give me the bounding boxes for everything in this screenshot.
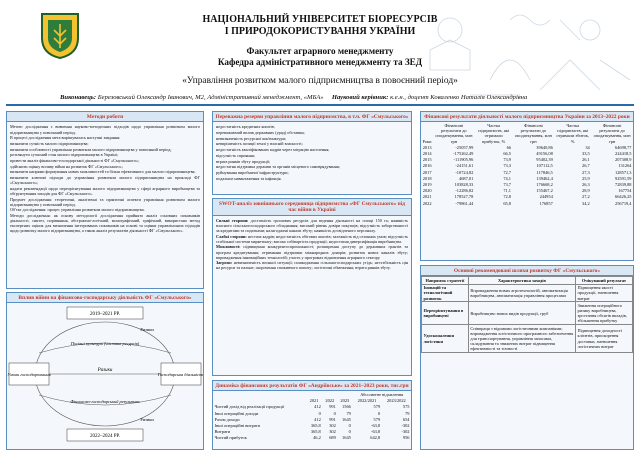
table-cell: 207308,9 (615, 157, 632, 163)
table-cell: 2017 (422, 169, 432, 175)
author-name: Березовський Олександр Іванович, М2, Адміністративний менеджмент, «МБА» (97, 94, 324, 101)
table-cell: 73,9 (503, 157, 511, 163)
diagram-period-bottom: 2022–2024 РР. (90, 434, 120, 440)
supervisor-label: Науковий керівник: (331, 94, 389, 101)
table-cell: 256719,4 (615, 200, 632, 206)
swot-item-text: підвищення конкурентоспроможності; розширення доступу до державних грантів та програм кредитування; отримання підтримки міжнародних донорів; розвиток нових каналів збуту; впровадження інноваційних технологій; участь у програмах відновлення аграрного сектору. (216, 244, 408, 260)
table-header-cell: Фінансові результати до оподаткування, млн грн (593, 122, 631, 144)
table-cell: 128571,3 (615, 169, 632, 175)
table-row (422, 302, 633, 325)
table-cell: -175262,49 (453, 150, 474, 156)
problem-item: відсутність сприяння; (216, 152, 255, 158)
table-cell: 1645 (342, 435, 351, 441)
table-header-cell: Очікуваний результат (575, 277, 632, 284)
table-cell: -63,8 (370, 429, 381, 435)
table-cell: -111905,96 (453, 157, 474, 163)
table-cell: Переорієнтування в виробництві (422, 302, 469, 325)
table-cell: 103828,33 (454, 181, 474, 187)
table-cell: 79 (346, 410, 351, 416)
table-cell: 25,9 (582, 175, 590, 181)
university-logo (38, 10, 82, 60)
table-cell: 39640,86 (536, 144, 553, 150)
supervisor-name: к.е.н., доцент Коваленко Наталія Олександрівна (390, 94, 528, 101)
table-cell: 956 (402, 435, 410, 441)
dyn-col-abs-2: 2023/2022 (386, 398, 406, 404)
table-cell: 72,7 (503, 169, 511, 175)
table-cell: -302 (401, 429, 410, 435)
dynamics-title: Динаміка фінансових результатів ФГ «Андріївське» за 2021–2023 роки, тис.грн (213, 381, 411, 391)
methods-paragraph: надати рекомендації щодо переорієнтування малого підприємництва у сфері аграрного виробництва та обґрунтування заходів для ФГ «Смульського». (10, 185, 200, 196)
results-table (421, 276, 633, 353)
methods-paragraph: Об'єкт дослідження: процес управління розвитком малого підприємництва. (10, 207, 145, 213)
table-cell: 0 (377, 410, 381, 416)
table-cell: -302 (401, 422, 410, 428)
table-cell: 991 (329, 404, 336, 410)
swot-item (216, 218, 408, 233)
diagram-right-label: Господарська діяльність (157, 372, 203, 378)
methods-paragraph: визначити напрями формування нових можливостей та більш ефективного для малого підприємництва; (10, 169, 196, 175)
table-cell: 642,8 (370, 435, 381, 441)
table-cell: 2019 (422, 181, 432, 187)
methods-body (7, 122, 203, 236)
table-row (422, 284, 633, 302)
table-cell: 654 (402, 416, 410, 422)
methods-paragraph: Предмет дослідження: теоретичні, аналітичні та практичні аспекти управління розвитком малого підприємництва у повоєнний період. (10, 196, 200, 207)
table-cell: 27,3 (582, 169, 590, 175)
table-cell: 49156,08 (536, 150, 553, 156)
swot-box (212, 198, 412, 376)
table-cell: 4687,01 (459, 175, 474, 181)
diagram-risk-bottom: Ризики (140, 417, 154, 423)
table-cell: Підвищення доходності клієнтів, прискорення доставки, зменшення логістичних витрат (575, 325, 632, 353)
table-cell: 72839,88 (615, 181, 632, 187)
faculty-name: Факультет аграрного менеджменту Кафедра адміністративного менеджменту та ЗЕД (217, 46, 423, 67)
table-cell: 117846,5 (536, 169, 553, 175)
swot-item-text: нестача кадрів; недостатність обігових коштів; залежність від сезонних умов; відсутність стабільної системи маркетингу; висока собівартість продукції; недостатня диверсифікація виробництва. (216, 233, 408, 244)
table-header-cell: Частка підприємств, які отримали прибуток, % (478, 122, 510, 144)
methods-paragraph: В процесі дослідження мета вирішувалась наступні завдання: (10, 135, 121, 141)
table-cell: 176857 (539, 200, 553, 206)
table-cell: Інші операційні витрати (214, 422, 260, 428)
table-cell: 0 (348, 429, 351, 435)
table-cell: 579 (373, 416, 381, 422)
table-cell: 2020 (422, 188, 432, 194)
table-header-cell: Частка підприємств, які отримали збиток, % (556, 122, 590, 144)
dynamics-box (212, 380, 412, 450)
poster-header (0, 0, 640, 108)
war-impact-box (6, 292, 204, 450)
authors-line (60, 94, 620, 101)
problem-item: втрата ринків збуту продукції; (216, 158, 271, 164)
table-row (421, 200, 633, 206)
methods-paragraph: здійснити оцінку впливу війни на розвиток ФГ «Смульського»; (10, 163, 123, 169)
table-cell: 224418,5 (615, 150, 632, 156)
table-cell: 575 (402, 404, 410, 410)
table-cell: 0 (333, 410, 336, 416)
table-cell: 579 (373, 404, 381, 410)
table-header-cell: Фінансові результати до оподаткування, млн грн (514, 122, 552, 144)
table-cell: 26,1 (582, 157, 590, 163)
table-cell: 28,9 (582, 188, 590, 194)
table-cell: 65,8 (503, 200, 511, 206)
table-cell: -63,8 (370, 422, 381, 428)
table-cell: 26,7 (582, 163, 590, 169)
war-impact-diagram (7, 303, 203, 443)
table-cell: 139462,4 (536, 175, 553, 181)
problems-title: Переважна резерви управління малого підприємства, в т.ч. ФГ «Смульського» (213, 112, 411, 122)
swot-item (216, 260, 408, 270)
financial-table (421, 122, 633, 206)
methods-paragraph: Метою дослідження є вивчення науково-методичних підходів щодо управління розвитком малого підприємництва у повоєнний період. (10, 124, 200, 135)
results-title: Основні рекомендовані шляхи розвитку ФГ «Смульського» (421, 266, 633, 276)
swot-item-text: невизначеність воєнної ситуації; пошкодження сільськогосподарських угідь; нестабільність цін на ресурси та пальне; скорочення споживчого попиту; логістичні обмеження; втрата ринків збуту. (216, 260, 408, 271)
table-cell: 0 (318, 410, 321, 416)
table-cell: 167754 (618, 188, 632, 194)
table-cell: 244954 (539, 194, 553, 200)
table-header-cell: Роки (422, 138, 432, 144)
financial-title: Фінансові результати діяльності малого підприємництва України за 2013–2022 роки (421, 112, 633, 122)
swot-item-label: Загрози: (216, 260, 233, 266)
table-cell: Чистий дохід від реалізації продукції (214, 404, 285, 410)
table-header-cell: Напрямок стратегії (422, 277, 469, 284)
problem-item: недостатність кваліфікованих кадрів через міграцію населення; (216, 147, 330, 153)
table-cell: 64698,77 (615, 144, 632, 150)
table-cell: 26,3 (582, 181, 590, 187)
header-divider (6, 104, 634, 106)
methods-paragraph: визначити сутність малого підприємництва; (10, 140, 89, 146)
table-cell: 33,5 (582, 150, 590, 156)
dyn-col-2023: 2023 (340, 398, 350, 404)
diagram-risk-top: Ризики (140, 327, 154, 333)
table-cell: 1645 (342, 416, 351, 422)
table-row (213, 435, 411, 441)
table-cell: 365,8 (310, 422, 321, 428)
war-impact-title: Вплив війни на фінансово-господарську діяльність ФГ «Смульського» (7, 293, 203, 303)
table-cell: 176668,2 (536, 181, 553, 187)
table-cell: -12286,82 (455, 188, 474, 194)
swot-item-label: Сильні сторони: (216, 217, 249, 223)
table-cell: 131264 (618, 163, 632, 169)
dyn-col-2021: 2021 (309, 398, 319, 404)
table-cell: 34,2 (582, 200, 590, 206)
table-cell: -10724,82 (455, 169, 474, 175)
problem-item: недостатність кредитних коштів; (216, 124, 275, 130)
table-cell: 66426,25 (615, 194, 632, 200)
table-cell: Іновацій та технологічний розвиток (422, 284, 469, 302)
dyn-col-2022: 2022 (325, 398, 335, 404)
diagram-period-top: 2019–2021 РР. (90, 312, 120, 318)
table-cell: -25057,99 (455, 144, 474, 150)
table-cell: 27,2 (582, 194, 590, 200)
table-cell: 2015 (422, 157, 432, 163)
table-cell: 2022 (422, 200, 432, 206)
problem-item: подальше навантаження та інфляція. (216, 175, 282, 181)
problem-item: руйнування виробничої інфраструктури; (216, 169, 289, 175)
table-cell: 2021 (422, 194, 432, 200)
table-row (422, 325, 633, 353)
table-cell: 302 (329, 422, 336, 428)
author-label: Виконавець: (60, 94, 97, 101)
table-cell: 74,1 (503, 175, 511, 181)
results-box (420, 265, 634, 450)
table-cell: 365,8 (310, 429, 321, 435)
problems-box (212, 111, 412, 195)
table-cell: 107112,5 (536, 163, 553, 169)
financial-box (420, 111, 634, 261)
diagram-center: Ризики (97, 368, 113, 374)
table-cell: 72,8 (503, 194, 511, 200)
methods-box (6, 111, 204, 289)
table-cell: Впровадження нових агротехнологій, автоматизація виробництва, автоматизація управління процесами (468, 284, 575, 302)
table-cell: -79861,44 (455, 200, 474, 206)
table-cell: Виробництво нових видів продукції, груб (468, 302, 575, 325)
table-header-cell: Фінансові результати до оподаткування, млн грн (435, 122, 473, 144)
table-cell: Удосконалення логістики (422, 325, 469, 353)
table-cell: 412 (314, 404, 321, 410)
table-cell: 73,7 (503, 181, 511, 187)
methods-paragraph: провести аналіз фінансово-господарської діяльності ФГ «Смульського»; (10, 157, 140, 163)
methods-paragraph: розглянути сучасний стан малого підприємництва в Україні; (10, 152, 118, 158)
table-cell: 95402,39 (536, 157, 553, 163)
table-cell: 1566 (342, 404, 351, 410)
problem-item: невирішеність позиції землі у власній власності; (216, 141, 303, 147)
swot-item-text: достатність грошових ресурсів для ведення діяльності на площі 150 га; наявність власного сільськогосподарського обладнання; високий рівень довіри покупців; відсутність заборгованості за кредитами та податками; налагоджені канали збуту; наявність досвідченого персоналу. (216, 217, 409, 233)
swot-title: SWOT-аналіз зовнішнього середовища підприємства «ФГ Смульського» під час війни в Україні (213, 199, 411, 216)
table-cell: 412 (314, 416, 321, 422)
university-name: НАЦІОНАЛЬНИЙ УНІВЕРСИТЕТ БІОРЕСУРСІВ І ПРИРОДОКОРИСТУВАННЯ УКРАЇНИ (202, 14, 438, 37)
table-cell: 2016 (422, 163, 432, 169)
table-cell: 73,3 (503, 163, 511, 169)
poster-title: «Управління розвитком малого підприємництва в повоєнний період» (182, 76, 458, 86)
table-cell: -24151,61 (455, 163, 474, 169)
table-cell: 302 (329, 429, 336, 435)
table-cell: Разом доходи (214, 416, 240, 422)
table-cell: Чистий прибуток (214, 435, 247, 441)
table-cell: 689 (329, 435, 336, 441)
dyn-col-abs-1: 2022/2021 (357, 398, 377, 404)
table-cell: 2014 (422, 150, 432, 156)
swot-item (216, 244, 408, 259)
table-cell: 79 (405, 410, 410, 416)
diagram-left-label: Умови господарювання (7, 372, 51, 378)
table-cell: Зниження операційного ризику виробництва, зростання обсягів вкладів, збільшення прибутку (575, 302, 632, 325)
diagram-center-top: Посівні культури (частина ресурсів) (70, 341, 140, 347)
methods-paragraph: Методи дослідження: як основу методології дослідження прийнято аналіз основних показників діяльності, синтез, порівняння, абстрактно-логічний, монографічний, графічний, використано метод експертних оцінок для визначення інтегрованих показників на основі та оцінки управлінських підходів щодо розвитку малого підприємництва, а також аналіз результатів діяльності ФГ «Смульського». (10, 213, 200, 234)
table-cell: 2018 (422, 175, 432, 181)
table-cell: Інші операційні доходи (214, 410, 259, 416)
problems-body (213, 122, 411, 183)
dyn-col-abs: Абсолютне відхилення (360, 391, 404, 397)
methods-paragraph: визначити особливості управління розвитком малого підприємництва у повоєнний період; (10, 146, 172, 152)
table-cell: Витрати (214, 429, 231, 435)
dynamics-table (213, 391, 411, 441)
swot-item (216, 234, 408, 244)
problem-item: переважаючий вплив державних (уряд) обставин; (216, 130, 305, 136)
swot-body (213, 216, 411, 273)
table-cell: 92591,59 (615, 175, 632, 181)
table-cell: Співпраця з відомими логістичними компаніями; впровадження логістичного програмного забезпечення для транспортування, управління запасами, складування та знижених витрат підвищення ефективності та точності (468, 325, 575, 353)
table-cell: 0 (348, 422, 351, 428)
table-cell: 178527,78 (454, 194, 474, 200)
methods-paragraph: визначити ключові підходи до управління розвитком малого підприємництва на прикладі ФГ «Смульського»; (10, 175, 200, 186)
swot-item-label: Слабкі сторони: (216, 233, 247, 239)
table-cell: Підвищення якості продукції, зменшення витрат (575, 284, 632, 302)
table-cell: 155467,2 (536, 188, 553, 194)
table-cell: 991 (329, 416, 336, 422)
table-header-cell: Характеристика заходів (468, 277, 575, 284)
table-cell: 2013 (422, 144, 432, 150)
diagram-center-bottom: Фінансово-господарський результат (70, 399, 140, 405)
table-cell: 46,2 (313, 435, 321, 441)
table-cell: 71,1 (503, 188, 511, 194)
table-cell: 34 (585, 144, 590, 150)
methods-title: Методи роботи (7, 112, 203, 122)
table-cell: 66 (506, 144, 511, 150)
table-cell: 66,5 (503, 150, 511, 156)
problem-item: невизначеність ресурсної кон'юнктури; (216, 135, 286, 141)
swot-item-label: Можливості: (216, 244, 241, 250)
problem-item: недостатня підтримка держави та органів місцевого самоврядування; (216, 164, 340, 170)
